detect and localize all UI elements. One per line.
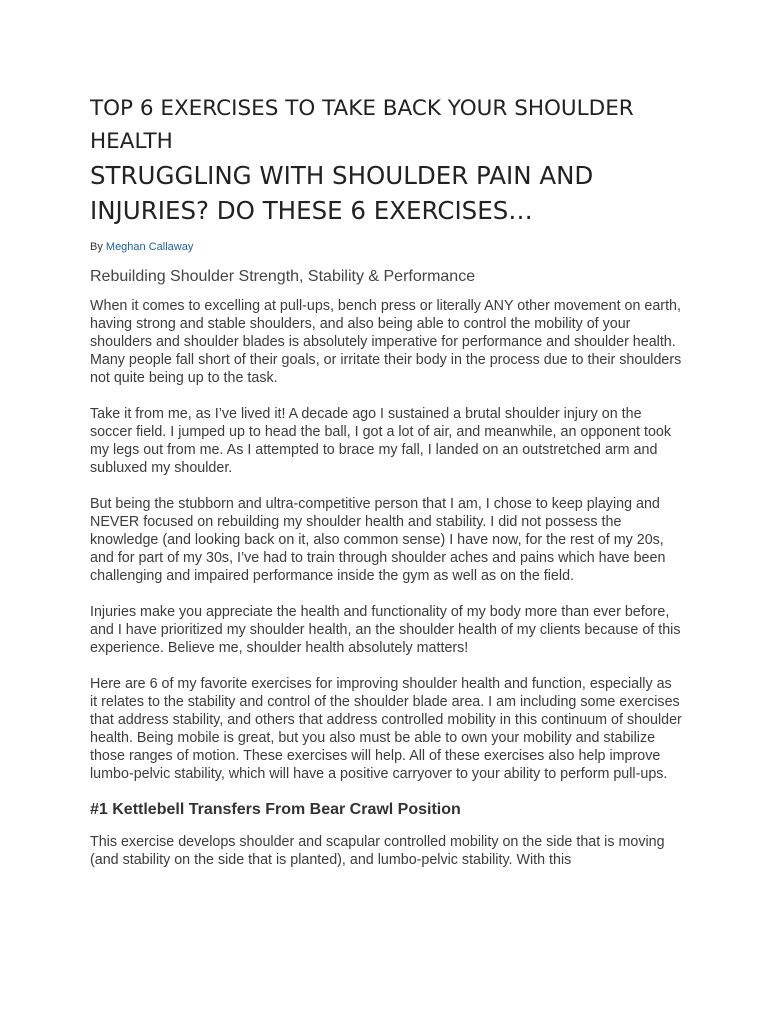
- paragraph-5: Here are 6 of my favorite exercises for improving shoulder health and function, especially as it relates to the stability and control of the shoulder blade area. I am including some exercises that address stability, and others that address controlled mobility in this continuum of shoulder health. Being mobile is great, but you also must be able to own your mobility and stabilize those ranges of motion. These exercises will help. All of these exercises also help improve lumbo-pelvic stability, which will have a positive carryover to your ability to perform pull-ups.: [90, 676, 682, 782]
- section-heading: Rebuilding Shoulder Strength, Stability & Performance: [90, 268, 476, 285]
- article-subtitle: STRUGGLING WITH SHOULDER PAIN AND INJURIES? DO THESE 6 EXERCISES…: [90, 161, 594, 225]
- exercise-paragraph: This exercise develops shoulder and scapular controlled mobility on the side that is moving (and stability on the side that is planted), and lumbo-pelvic stability. With this: [90, 834, 665, 868]
- paragraph-3: But being the stubborn and ultra-competitive person that I am, I chose to keep playing and NEVER focused on rebuilding my shoulder health and stability. I did not possess the knowledge (and looking back on it, also common sense) I have now, for the rest of my 20s, and for part of my 30s, I’ve had to train through shoulder aches and pains which have been challenging and impaired performance inside the gym as well as on the field.: [90, 496, 666, 584]
- article-title: TOP 6 EXERCISES TO TAKE BACK YOUR SHOULDER HEALTH: [90, 96, 634, 154]
- exercise-heading: #1 Kettlebell Transfers From Bear Crawl Position: [90, 801, 461, 818]
- paragraph-2: Take it from me, as I’ve lived it! A decade ago I sustained a brutal shoulder injury on the soccer field. I jumped up to head the ball, I got a lot of air, and meanwhile, an opponent took my legs out from me. As I attempted to brace my fall, I landed on an outstretched arm and subluxed my shoulder.: [90, 406, 671, 476]
- byline-prefix: By: [90, 241, 106, 253]
- paragraph-1: When it comes to excelling at pull-ups, bench press or literally ANY other movement on earth, having strong and stable shoulders, and also being able to control the mobility of your shoulders and shoulder blades is absolutely imperative for performance and shoulder health. Many people fall short of their goals, or irritate their body in the process due to their shoulders not quite being up to the task.: [90, 298, 682, 386]
- byline: [90, 240, 682, 254]
- article: [90, 92, 682, 869]
- author-link[interactable]: Meghan Callaway: [105, 241, 194, 253]
- paragraph-4: Injuries make you appreciate the health and functionality of my body more than ever before, and I have prioritized my shoulder health, an the shoulder health of my clients because of this experience. Believe me, shoulder health absolutely matters!: [90, 604, 681, 656]
